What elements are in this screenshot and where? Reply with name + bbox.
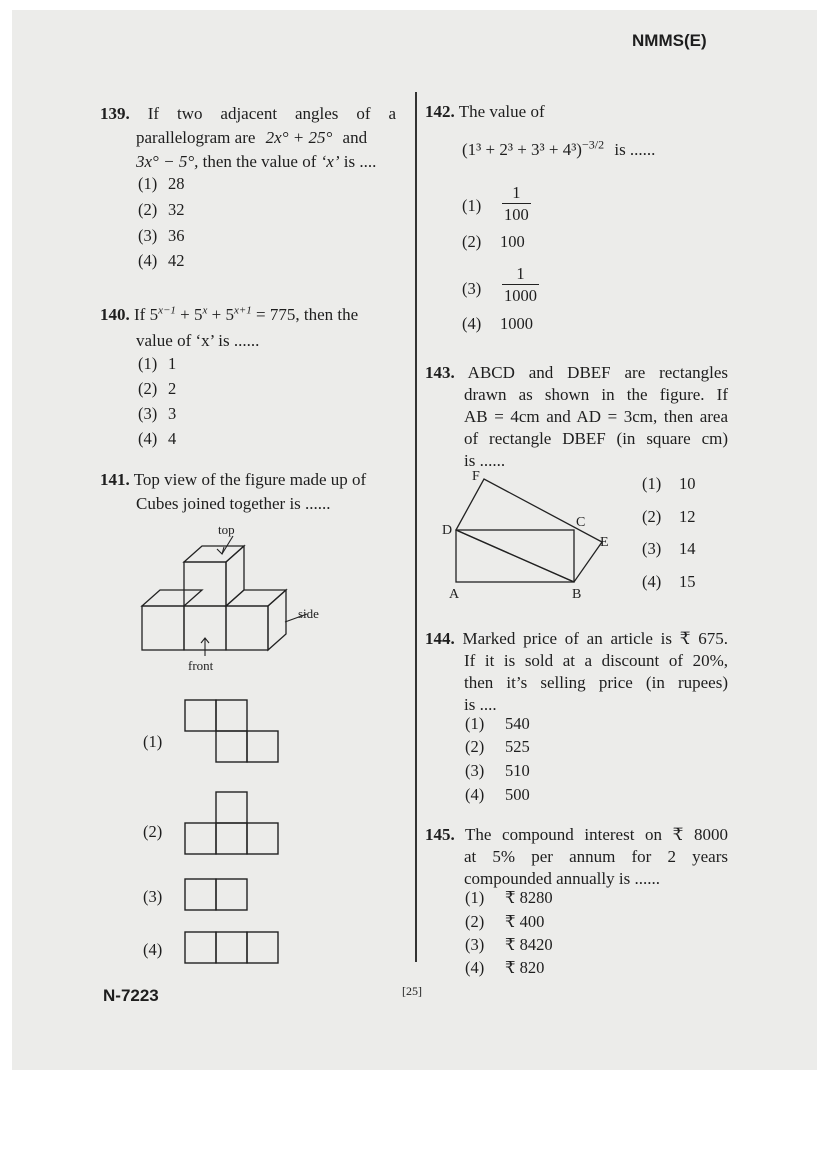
fraction: $\frac{1}{1000}$ bbox=[504, 264, 537, 305]
option[interactable]: (3) 14 bbox=[642, 539, 696, 558]
rectangle-figure bbox=[440, 464, 620, 602]
option-1-shape[interactable] bbox=[183, 698, 281, 766]
option[interactable]: (4) 500 bbox=[465, 785, 530, 804]
page-number: [25] bbox=[402, 984, 422, 998]
option[interactable]: (1) 10 bbox=[642, 474, 696, 493]
question-140: 140. If $5^{x-1} + 5^x + 5^{x+1} = 775$, then the value of ‘x’ is ...... bbox=[100, 304, 359, 350]
option[interactable]: (4) bbox=[143, 940, 163, 959]
svg-text:D: D bbox=[442, 523, 453, 538]
question-text: then the value of bbox=[202, 152, 317, 171]
option[interactable]: (1) bbox=[143, 732, 163, 751]
option-2-shape[interactable] bbox=[183, 790, 281, 858]
question-139 bbox=[100, 103, 400, 173]
option[interactable]: (1) ₹ 8280 bbox=[465, 888, 553, 907]
column-divider bbox=[415, 92, 417, 962]
svg-text:C: C bbox=[576, 515, 586, 530]
option[interactable]: (2) ₹ 400 bbox=[465, 912, 545, 931]
fraction: $\frac{1}{100}$ bbox=[504, 183, 529, 224]
label-side: side bbox=[298, 606, 319, 621]
option[interactable]: (3) 3 bbox=[138, 404, 177, 423]
cube-figure bbox=[130, 522, 340, 674]
option[interactable]: (3) 510 bbox=[465, 761, 530, 780]
option[interactable]: (1) 1 bbox=[138, 354, 177, 373]
option[interactable]: (2) 525 bbox=[465, 737, 530, 756]
option[interactable]: (2) bbox=[143, 822, 163, 841]
option[interactable]: (2) 12 bbox=[642, 507, 696, 526]
option[interactable]: (4) ₹ 820 bbox=[465, 958, 545, 977]
question-141: 141. Top view of the figure made up of Cubes joined together is ...... bbox=[100, 470, 367, 513]
question-144: 144. Marked price of an article is ₹ 675. If it is sold at a discount of 20%, then it’s selling price (in rupees) is .... bbox=[425, 629, 729, 714]
question-145: 145. The compound interest on ₹ 8000 at 5% per annum for 2 years compounded annually is ...... bbox=[425, 825, 728, 888]
option[interactable]: (4) 4 bbox=[138, 429, 177, 448]
question-number: 139. bbox=[100, 104, 130, 123]
question-142: 142. The value of bbox=[425, 102, 545, 121]
label-top: top bbox=[218, 522, 235, 537]
question-text: parallelogram are bbox=[136, 128, 256, 147]
option[interactable]: (4) 1000 bbox=[462, 314, 533, 333]
option[interactable]: (4) 42 bbox=[138, 251, 185, 270]
option[interactable]: (3) 36 bbox=[138, 226, 185, 245]
option[interactable]: (3) bbox=[143, 887, 163, 906]
option[interactable]: (2) 2 bbox=[138, 379, 177, 398]
svg-text:A: A bbox=[449, 587, 460, 602]
question-text: is .... bbox=[343, 152, 377, 171]
question-text: and bbox=[342, 128, 368, 147]
question-143: 143. ABCD and DBEF are rectangles drawn as shown in the figure. If AB = 4cm and AD = 3cm, then area of rectangle DBEF (in square cm) is ...... bbox=[425, 363, 728, 470]
option-3-shape[interactable] bbox=[183, 877, 251, 914]
expression: 3x° − 5°, bbox=[136, 152, 199, 171]
option[interactable]: (3) bbox=[462, 279, 482, 298]
label-front: front bbox=[188, 658, 214, 673]
svg-text:E: E bbox=[600, 535, 609, 550]
option[interactable]: (1) bbox=[462, 196, 482, 215]
option[interactable]: (2) 100 bbox=[462, 232, 525, 251]
question-text: If two adjacent angles of a bbox=[147, 104, 397, 123]
expression: 2x° + 25° bbox=[265, 128, 333, 147]
option[interactable]: (4) 15 bbox=[642, 572, 696, 591]
option[interactable]: (2) 32 bbox=[138, 200, 185, 219]
option-4-shape[interactable] bbox=[183, 930, 281, 967]
exam-title: NMMS(E) bbox=[632, 31, 707, 50]
option[interactable]: (3) ₹ 8420 bbox=[465, 935, 553, 954]
paper-code: N-7223 bbox=[103, 986, 159, 1005]
svg-text:F: F bbox=[472, 469, 480, 484]
expression: $(1^3 + 2^3 + 3^3 + 4^3)^{-3/2}$ is ...... bbox=[462, 137, 656, 159]
option[interactable]: (1) 540 bbox=[465, 714, 530, 733]
option[interactable]: (1) 28 bbox=[138, 174, 185, 193]
variable: ‘x’ bbox=[320, 152, 340, 171]
svg-text:B: B bbox=[572, 587, 582, 602]
